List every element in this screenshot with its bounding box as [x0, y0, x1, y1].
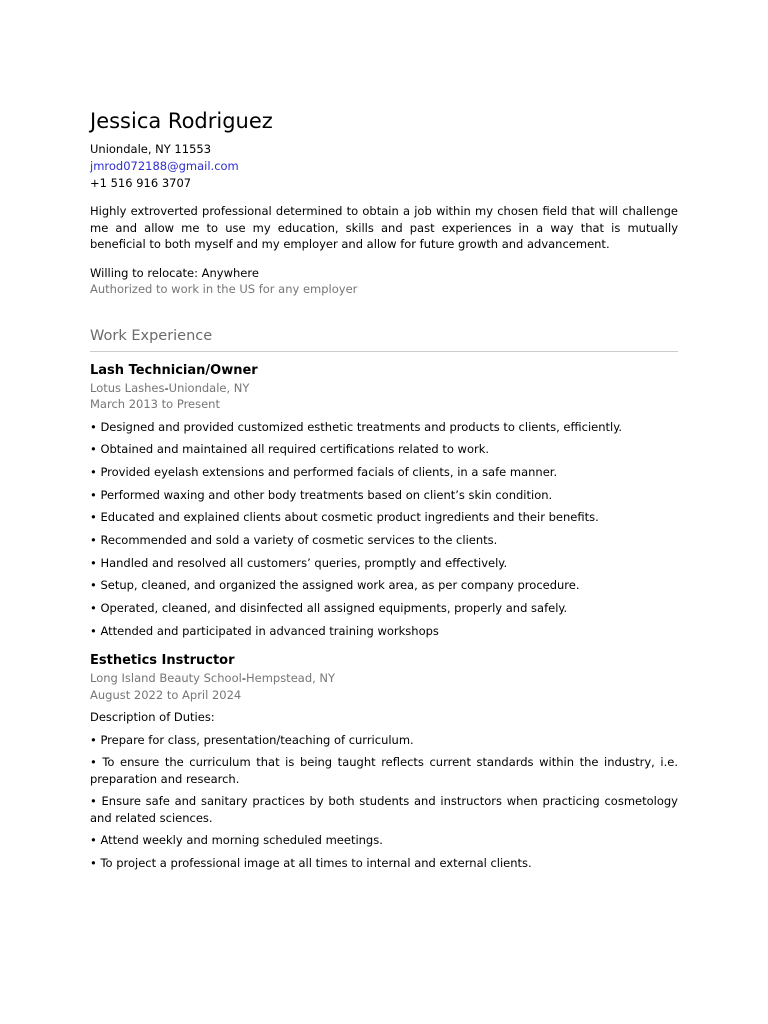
work-authorization: Authorized to work in the US for any employer: [90, 282, 358, 296]
company-name: Lotus Lashes: [90, 380, 165, 395]
contact-block: [90, 141, 678, 192]
relocation-text: Willing to relocate: Anywhere: [90, 265, 259, 280]
duty-item: • Attended and participated in advanced training workshops: [90, 623, 439, 638]
duty-item: • Prepare for class, presentation/teaching of curriculum.: [90, 732, 414, 747]
job-dates: March 2013 to Present: [90, 397, 220, 411]
duty-item: • Handled and resolved all customers’ queries, promptly and effectively.: [90, 555, 508, 570]
company-separator: -: [164, 380, 169, 395]
job-title: Esthetics Instructor: [90, 653, 235, 669]
duty-item: • Recommended and sold a variety of cosmetic services to the clients.: [90, 532, 498, 547]
professional-summary: Highly extroverted professional determined to obtain a job within my chosen field that will challenge me and allow me to use my education, skills and past experiences in a way that is mutually beneficial to both myself and my employer and allow for future growth and advancement.: [90, 204, 678, 251]
candidate-name: Jessica Rodriguez: [90, 109, 273, 133]
duty-item: • Setup, cleaned, and organized the assigned work area, as per company procedure.: [90, 578, 580, 593]
job-duties-list: [90, 732, 678, 872]
duty-item: • Designed and provided customized esthetic treatments and products to clients, efficiently.: [90, 419, 623, 434]
job-dates: August 2022 to April 2024: [90, 687, 242, 702]
duty-item: • Obtained and maintained all required certifications related to work.: [90, 442, 490, 457]
relocation-info: [90, 265, 678, 298]
duty-item: • Performed waxing and other body treatments based on client’s skin condition.: [90, 487, 553, 502]
job-entry: [90, 651, 678, 871]
section-title-work-experience: Work Experience: [90, 326, 678, 352]
job-location: Hempstead, NY: [245, 671, 336, 686]
duty-item: • To ensure the curriculum that is being taught reflects current standards within the industry, i.e. preparation and research.: [90, 755, 678, 786]
duty-item: • Ensure safe and sanitary practices by both students and instructors when practicing cosmetology and related sciences.: [90, 794, 678, 825]
job-title: Lash Technician/Owner: [90, 362, 258, 378]
duty-item: • Attend weekly and morning scheduled meetings.: [90, 833, 383, 848]
job-entry: [90, 361, 678, 640]
duty-item: • Provided eyelash extensions and performed facials of clients, in a safe manner.: [90, 464, 558, 479]
company-name: Long Island Beauty School: [90, 671, 242, 686]
resume-content: [90, 108, 678, 877]
job-location: Uniondale, NY: [168, 380, 250, 395]
duty-item: • To project a professional image at all times to internal and external clients.: [90, 855, 532, 870]
email-link[interactable]: jmrod072188@gmail.com: [90, 159, 239, 173]
job-company-location: [90, 380, 678, 397]
job-company-location: [90, 670, 678, 687]
company-separator: -: [241, 671, 246, 686]
duty-item: • Operated, cleaned, and disinfected all assigned equipments, properly and safely.: [90, 601, 568, 615]
job-duties-list: [90, 419, 678, 640]
location: Uniondale, NY 11553: [90, 142, 212, 156]
duty-item: • Educated and explained clients about cosmetic product ingredients and their benefits.: [90, 510, 599, 525]
duties-label: Description of Duties:: [90, 710, 215, 725]
phone-number: +1 516 916 3707: [90, 176, 192, 190]
